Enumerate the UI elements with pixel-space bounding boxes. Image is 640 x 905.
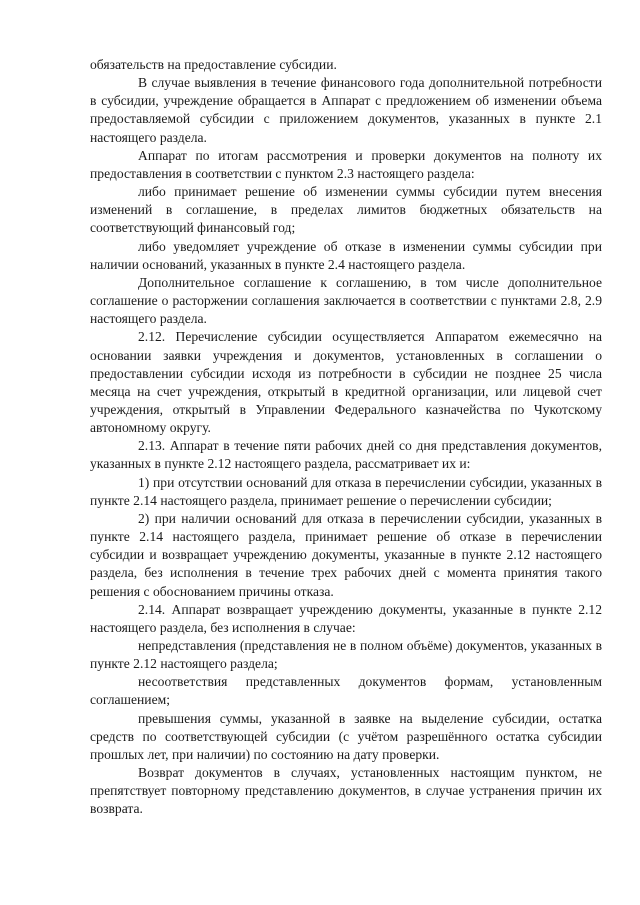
paragraph-13: несоответствия представленных документов формам, установленным соглашением;: [90, 674, 602, 708]
paragraph-12: непредставления (представления не в полном объёме) документов, указанных в пункте 2.12 настоящего раздела;: [90, 638, 602, 672]
paragraph-11: 2.14. Аппарат возвращает учреждению документы, указанные в пункте 2.12 настоящего раздела, без исполнения в случае:: [90, 601, 602, 635]
paragraph-4: либо принимает решение об изменении суммы субсидии путем внесения изменений в соглашение, в пределах лимитов бюджетных обязательств на соответствующий финансовый год;: [90, 184, 602, 236]
document-body: [90, 56, 602, 819]
paragraph-9: 1) при отсутствии оснований для отказа в перечислении субсидии, указанных в пункте 2.14 настоящего раздела, принимает решение о перечислении субсидии;: [90, 474, 602, 508]
paragraph-7: 2.12. Перечисление субсидии осуществляется Аппаратом ежемесячно на основании заявки учреждения и документов, установленных в соглашении о предоставлении субсидии исходя из потребности в субсидии не позднее 25 числа месяца на счет учреждения, открытый в кредитной организации, или лицевой счет учреждения, открытый в Управлении Федерального казначейства по Чукотскому автономному округу.: [90, 329, 602, 436]
paragraph-15: Возврат документов в случаях, установленных настоящим пунктом, не препятствует повторному представлению документов, в случае устранения причин их возврата.: [90, 765, 602, 817]
paragraph-3: Аппарат по итогам рассмотрения и проверки документов на полноту их предоставления в соответствии с пунктом 2.3 настоящего раздела:: [90, 147, 602, 181]
paragraph-1: обязательств на предоставление субсидии.: [90, 57, 337, 72]
paragraph-2: В случае выявления в течение финансового года дополнительной потребности в субсидии, учреждение обращается в Аппарат с предложением об изменении объема предоставляемой субсидии с приложением документов, указанных в пункте 2.1 настоящего раздела.: [90, 75, 602, 145]
paragraph-6: Дополнительное соглашение к соглашению, в том числе дополнительное соглашение о расторжении соглашения заключается в соответствии с пунктами 2.8, 2.9 настоящего раздела.: [90, 274, 602, 327]
paragraph-14: превышения суммы, указанной в заявке на выделение субсидии, остатка средств по соответствующей субсидии (с учётом разрешённого остатка субсидии прошлых лет, при наличии) по состоянию на дату проверки.: [90, 710, 602, 762]
paragraph-10: 2) при наличии оснований для отказа в перечислении субсидии, указанных в пункте 2.14 настоящего раздела, принимает решение об отказе в перечислении субсидии и возвращает учреждению документы, указанные в пункте 2.12 настоящего раздела, без исполнения в течение трех рабочих дней с момента принятия такого решения с обоснованием причины отказа.: [90, 510, 602, 599]
paragraph-8: 2.13. Аппарат в течение пяти рабочих дней со дня представления документов, указанных в пункте 2.12 настоящего раздела, рассматривает их и:: [90, 438, 602, 472]
paragraph-5: либо уведомляет учреждение об отказе в изменении суммы субсидии при наличии оснований, указанных в пункте 2.4 настоящего раздела.: [90, 238, 602, 272]
